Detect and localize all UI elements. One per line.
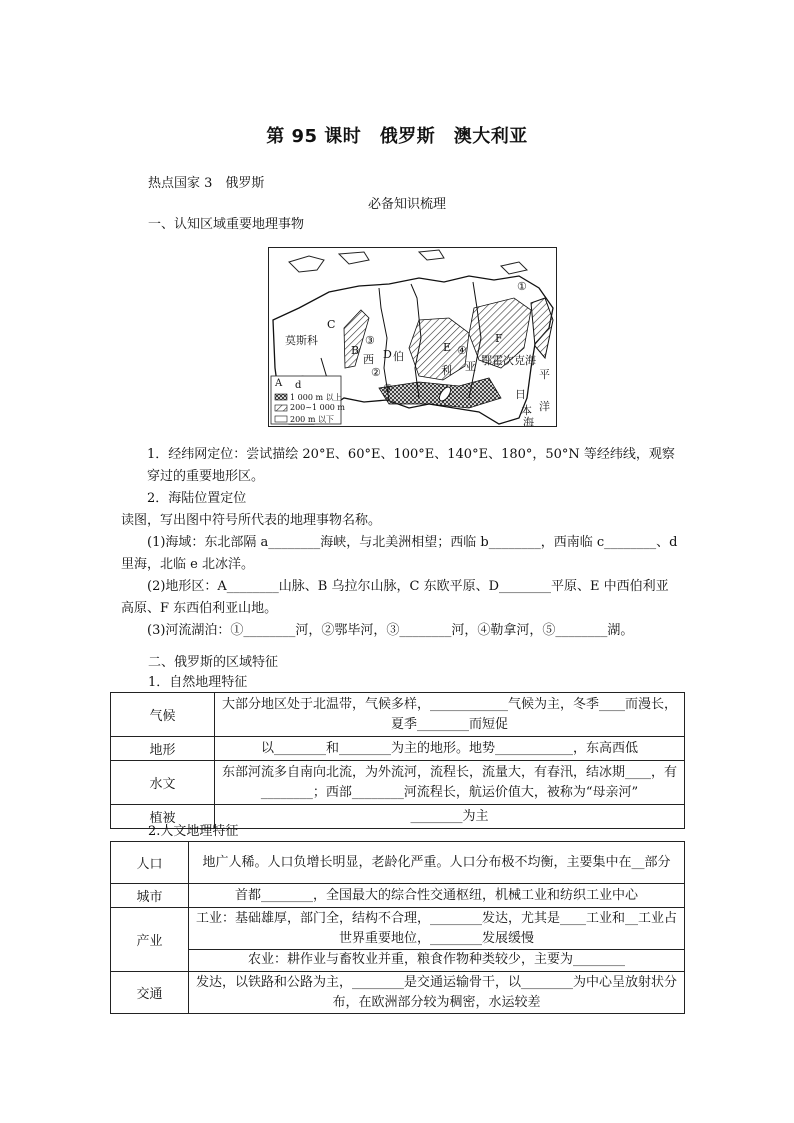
page-title: 第 95 课时 俄罗斯 澳大利亚 (266, 126, 528, 147)
part2-heading: 二、俄罗斯的区域特征 (148, 655, 279, 670)
map-label-okhotsk: 鄂霍次克海 (481, 354, 536, 367)
section-heading: 热点国家 3 俄罗斯 (148, 176, 265, 191)
table-cell-text: 东部河流多自南向北流，为外流河，流程长，流量大，有春汛，结冰期____，有________；西部________河流程长，航运价值大，被称为“母亲河” (215, 761, 685, 805)
item2-heading: 2．海陆位置定位 (147, 491, 247, 506)
table-cell-label: 地形 (111, 737, 215, 761)
natural-heading: 1．自然地理特征 (148, 675, 248, 690)
agriculture-text: 农业：耕作业与畜牧业并重，粮食作物种类较少，主要为________ (189, 949, 684, 970)
table-cell-text: 大部分地区处于北温带，气候多样，____________气候为主，冬季____而漫长，夏季________而短促 (215, 693, 685, 737)
map-label-d-lower: d (295, 380, 302, 391)
legend-label-high: 1 000 m 以上 (290, 393, 342, 402)
item2-q1: (1)海域：东北部隔 a________海峡，与北美洲相望；西临 b________，西南临 c________、d 里海，北临 e 北冰洋。 (121, 535, 678, 572)
table-row (111, 908, 685, 972)
natural-table (110, 692, 685, 829)
human-table (110, 841, 685, 1014)
map-label-f: F (495, 332, 503, 345)
map-label-hai: 海 (523, 416, 534, 427)
human-heading: 2.人文地理特征 (148, 824, 239, 839)
table-cell-text: 首都________，全国最大的综合性交通枢纽，机械工业和纺织工业中心 (189, 884, 685, 908)
table-row (111, 842, 685, 884)
table-cell-label: 人口 (111, 842, 189, 884)
table-cell-label: 气候 (111, 693, 215, 737)
map-label-a: A (275, 378, 283, 389)
map-label-bo: 伯 (393, 350, 404, 363)
map-label-e: E (443, 341, 452, 354)
table-cell-label: 城市 (111, 884, 189, 908)
table-cell-label: 交通 (111, 972, 189, 1014)
table-cell-label: 水文 (111, 761, 215, 805)
table-row (111, 972, 685, 1014)
table-row (111, 884, 685, 908)
industry-text: 工业：基础雄厚，部门全，结构不合理，________发达，尤其是____工业和__工业占世界重要地位，________发展缓慢 (195, 911, 677, 946)
legend-label-mid: 200~1 000 m (290, 403, 346, 412)
map-label-ri: 日 (515, 388, 526, 401)
industry-cell (189, 908, 685, 972)
item2-q3: (3)河流湖泊：①________河，②鄂毕河，③________河，④勒拿河，⑤________湖。 (147, 623, 634, 638)
map-label-c: C (327, 318, 336, 331)
map-label-c3: ③ (365, 334, 375, 347)
map-label-ya: 亚 (465, 360, 476, 373)
item2 (121, 488, 681, 642)
table-cell-text: 以________和________为主的地形。地势____________，东高西低 (215, 737, 685, 761)
item1 (121, 444, 681, 488)
map-label-b: B (351, 344, 360, 357)
map-label-ben: 本 (521, 404, 532, 417)
table-cell-text: ________为主 (215, 805, 685, 829)
russia-map (268, 247, 557, 427)
map-label-ping: 平 (539, 368, 550, 381)
part1-heading: 一、认知区域重要地理事物 (148, 217, 305, 232)
map-label-moscow: 莫斯科 (285, 334, 318, 347)
item1-text: 1．经纬网定位：尝试描绘 20°E、60°E、100°E、140°E、180°，50°N 等经纬线，观察穿过的重要地形区。 (147, 447, 675, 484)
table-cell-text: 地广人稀。人口负增长明显，老龄化严重。人口分布极不均衡，主要集中在__部分 (189, 842, 685, 884)
map-label-c4: ④ (457, 344, 467, 357)
legend-label-low: 200 m 以下 (290, 415, 334, 424)
table-row (111, 761, 685, 805)
map-label-c5: ⑤ (383, 382, 393, 395)
map-label-li: 利 (441, 364, 452, 377)
table-cell-label: 产业 (111, 908, 189, 972)
table-cell-text: 发达，以铁路和公路为主，________是交通运输骨干，以________为中心呈放射状分布，在欧洲部分较为稠密，水运较差 (189, 972, 685, 1014)
table-cell-label: 植被 (111, 805, 215, 829)
map-label-west: 西 (363, 353, 374, 366)
table-row (111, 737, 685, 761)
map-label-d-upper: D (383, 348, 392, 361)
subheading: 必备知识梳理 (368, 197, 447, 212)
map-label-yang: 洋 (539, 400, 550, 413)
item2-intro: 读图，写出图中符号所代表的地理事物名称。 (121, 513, 382, 528)
item2-q2: (2)地形区：A________山脉、B 乌拉尔山脉，C 东欧平原、D________平原、E 中西伯利亚高原、F 东西伯利亚山地。 (121, 579, 669, 616)
map-label-c1: ① (517, 280, 527, 293)
map-label-c2: ② (371, 366, 381, 379)
table-row (111, 693, 685, 737)
